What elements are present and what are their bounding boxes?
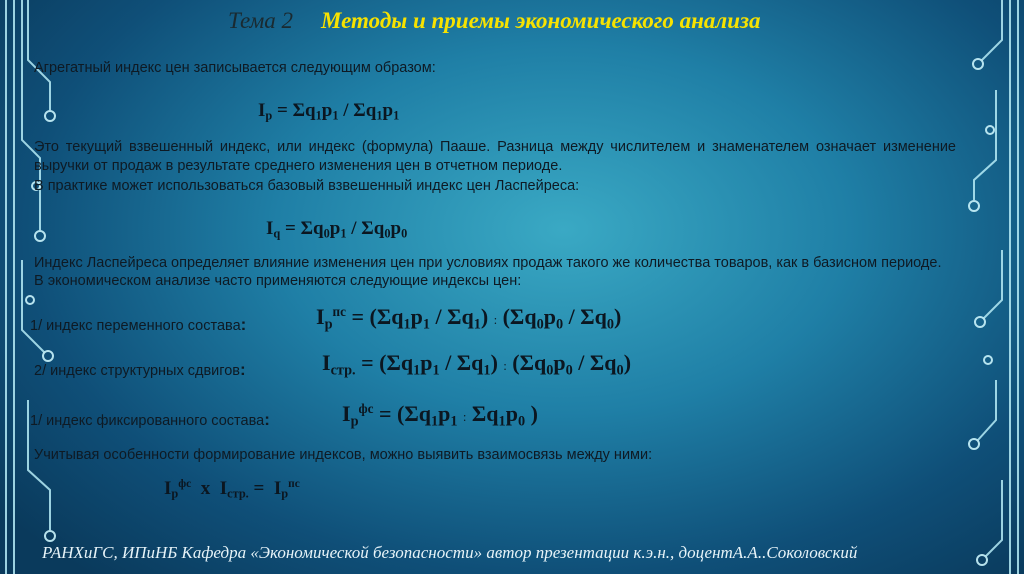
formula-fixed-composition: $I_p^{фс} = (\Sigma q_1p_1$ : $\Sigma q_1p_0$ ) [342,401,538,430]
structural-index-label: 2/ индекс структурных сдвигов: [34,360,246,379]
formula-paasche: $I_p = \Sigma q_1p_1 / \Sigma q_1p_1$ [258,100,400,123]
circuit-decoration-right [934,0,1024,574]
intro-text: Агрегатный индекс цен записывается следующим образом: [34,60,436,76]
topic-heading: Методы и приемы экономического анализа [321,8,761,33]
variable-index-label: 1/ индекс переменного состава: [30,315,247,334]
topic-number: Тема 2 [228,8,294,33]
formula-laspeyres: $I_q = \Sigma q_0p_1 / \Sigma q_0p_0$ [266,218,408,241]
formula-variable-composition: $I_p^{пс} = (\Sigma q_1p_1 / \Sigma q_1)$ : $(\Sigma q_0p_0 / \Sigma q_0)$ [316,304,622,333]
indices-intro-text: В экономическом анализе часто применяются следующие индексы цен: [34,273,522,289]
footer-credits: РАНХиГС, ИПиНБ Кафедра «Экономической безопасности» автор презентации к.э.н., доцентА.А..Соколовский [42,543,858,562]
relation-text: Учитывая особенности формирование индексов, можно выявить взаимосвязь между ними: [34,447,653,463]
formula-relation: $I_p^{фс}$ x $I_{стр.} = I_p^{пс}$ [164,478,300,501]
laspeyres-intro-text: В практике может использоваться базовый взвешенный индекс цен Ласпейреса: [34,178,580,194]
formula-structural-shifts: $I_{стр.} = (\Sigma q_1p_1 / \Sigma q_1)$ : $(\Sigma q_0p_0 / \Sigma q_0)$ [322,350,632,379]
slide-title [228,8,761,34]
fixed-index-label: 1/ индекс фиксированного состава: [30,410,270,429]
paasche-text: Это текущий взвешенный индекс, или индекс (формула) Пааше. Разница между числителем и знаменателем означает изменение выручки от продаж в результате среднего изменения цен в отчетном периоде. [34,139,956,174]
laspeyres-desc-text: Индекс Ласпейреса определяет влияние изменения цен при условиях продаж такого же количества товаров, как в базисном периоде. [34,255,942,271]
